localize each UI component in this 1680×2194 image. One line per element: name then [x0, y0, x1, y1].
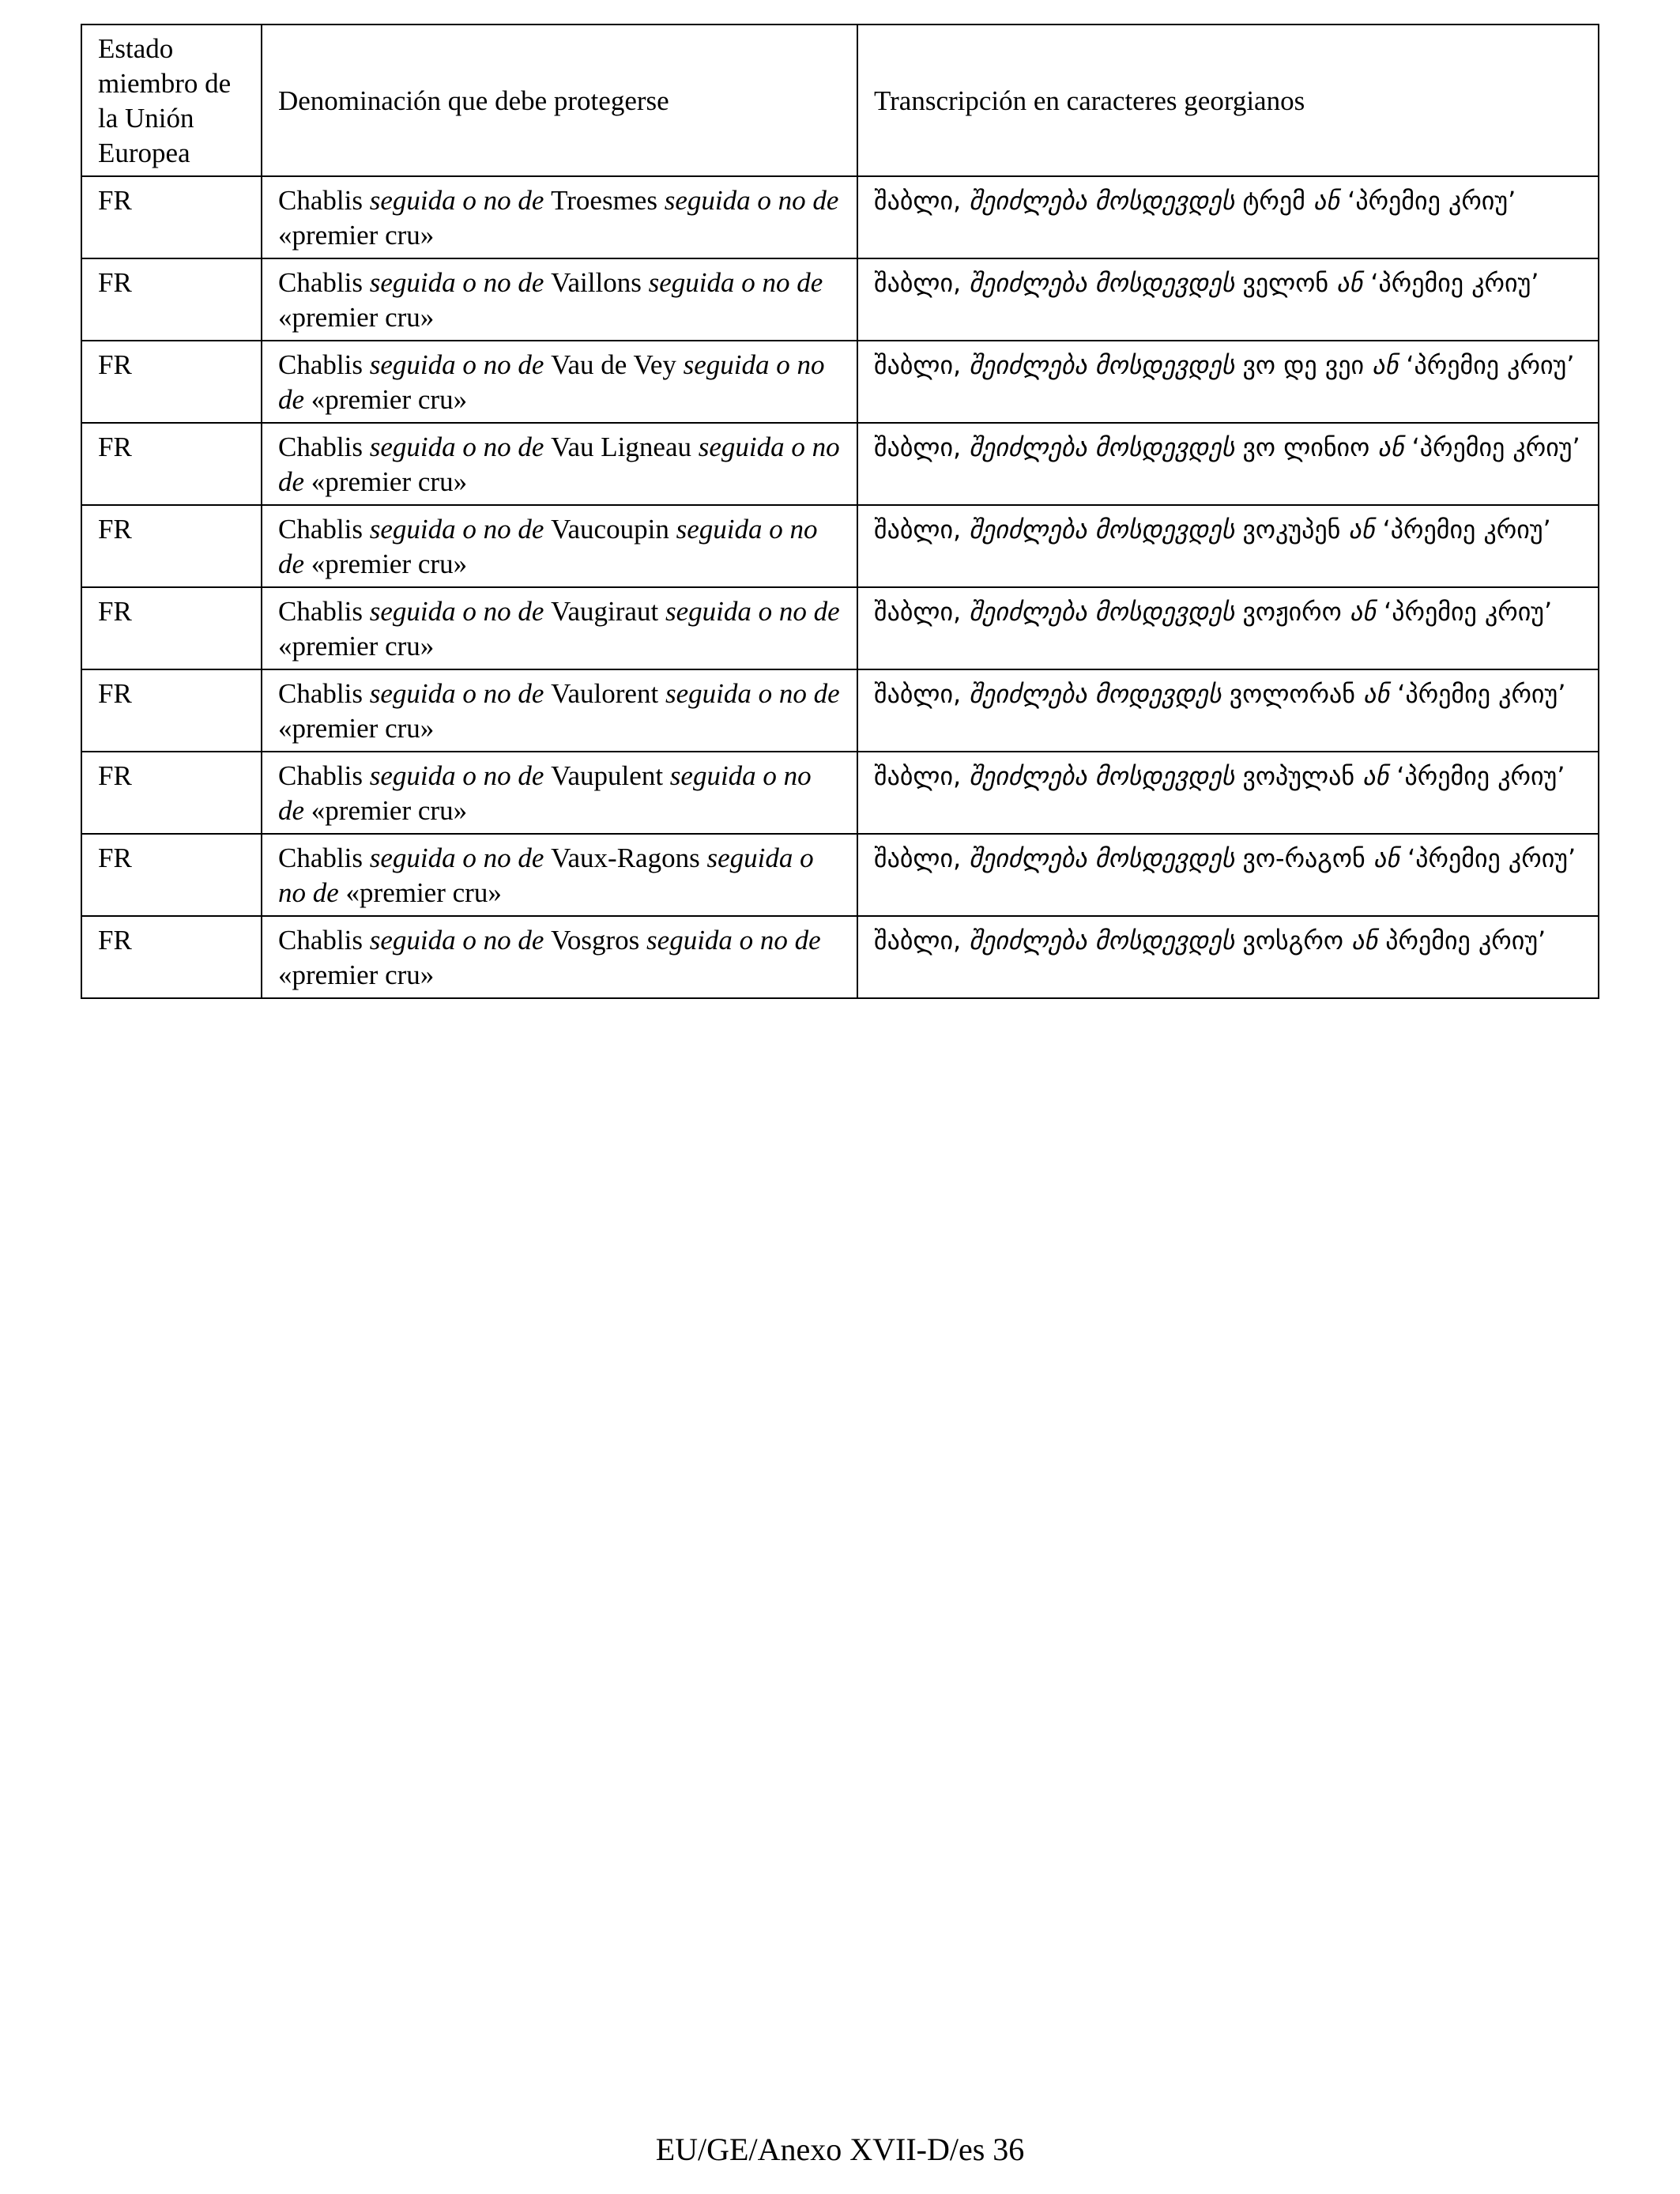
- transcription-or: ან: [1372, 350, 1407, 380]
- transcription-connector: შეიძლება მოდევდეს: [969, 679, 1230, 709]
- member-state-cell: FR: [81, 341, 262, 423]
- transcription-connector: შეიძლება მოსდევდეს: [969, 597, 1243, 627]
- table-body: [81, 176, 1599, 998]
- denomination-place: Vaulorent: [551, 678, 665, 709]
- member-state-cell: FR: [81, 258, 262, 341]
- transcription-base: შაბლი,: [874, 515, 970, 545]
- member-state-cell: FR: [81, 423, 262, 505]
- member-state-cell: FR: [81, 587, 262, 669]
- transcription-suffix: ‘პრემიე კრიუ’: [1407, 843, 1576, 873]
- transcription-base: შაბლი,: [874, 679, 970, 709]
- denomination-cell: [262, 752, 857, 834]
- transcription-or: ან: [1336, 268, 1371, 298]
- transcription-place: ვოლორან: [1229, 679, 1364, 709]
- denomination-base: Chablis: [278, 925, 370, 956]
- denomination-connector: seguida o no de: [369, 267, 552, 298]
- transcription-connector: შეიძლება მოსდევდეს: [969, 186, 1243, 216]
- member-state-cell: FR: [81, 752, 262, 834]
- transcription-suffix: ‘პრემიე კრიუ’: [1396, 761, 1565, 791]
- table-row: [81, 834, 1599, 916]
- denomination-suffix: «premier cru»: [278, 302, 435, 333]
- header-denomination: Denominación que debe protegerse: [262, 25, 857, 176]
- transcription-suffix: ‘პრემიე კრიუ’: [1406, 350, 1575, 380]
- denomination-connector-2: seguida o no de: [646, 925, 821, 956]
- transcription-or: ან: [1362, 761, 1397, 791]
- transcription-place: ველონ: [1242, 268, 1337, 298]
- denominations-table: [81, 24, 1599, 999]
- transcription-cell: [857, 341, 1599, 423]
- denomination-connector-2: seguida o no de: [665, 678, 840, 709]
- denomination-base: Chablis: [278, 760, 370, 791]
- table-header-row: [81, 25, 1599, 176]
- transcription-place: ვო დე ვეი: [1242, 350, 1373, 380]
- transcription-place: ვო ლინიო: [1242, 432, 1378, 462]
- table-row: [81, 176, 1599, 258]
- transcription-or: ან: [1349, 597, 1384, 627]
- denomination-connector-2: seguida o no de: [278, 760, 812, 826]
- transcription-cell: [857, 752, 1599, 834]
- table-row: [81, 505, 1599, 587]
- transcription-connector: შეიძლება მოსდევდეს: [969, 925, 1243, 956]
- transcription-suffix: ‘პრემიე კრიუ’: [1411, 432, 1580, 462]
- transcription-cell: [857, 834, 1599, 916]
- transcription-place: ვოპულან: [1242, 761, 1363, 791]
- transcription-place: ვო-რაგონ: [1242, 843, 1373, 873]
- table-row: [81, 341, 1599, 423]
- denomination-place: Vau Ligneau: [551, 432, 699, 462]
- denomination-suffix: «premier cru»: [311, 548, 468, 579]
- denomination-place: Vaucoupin: [551, 514, 676, 545]
- header-transcription: Transcripción en caracteres georgianos: [857, 25, 1599, 176]
- table-row: [81, 669, 1599, 752]
- table-row: [81, 423, 1599, 505]
- denomination-suffix: «premier cru»: [311, 466, 468, 497]
- transcription-place: ტრემ: [1242, 186, 1314, 216]
- transcription-connector: შეიძლება მოსდევდეს: [969, 515, 1243, 545]
- denomination-place: Vaugiraut: [551, 596, 665, 627]
- denomination-connector: seguida o no de: [369, 760, 552, 791]
- transcription-base: შაბლი,: [874, 925, 970, 956]
- transcription-cell: [857, 423, 1599, 505]
- page-footer: EU/GE/Anexo XVII-D/es 36: [655, 2132, 1025, 2167]
- denomination-connector: seguida o no de: [369, 185, 552, 216]
- transcription-base: შაბლი,: [874, 186, 970, 216]
- denomination-connector: seguida o no de: [369, 349, 552, 380]
- denomination-connector-2: seguida o no de: [278, 843, 814, 908]
- transcription-place: ვოჟირო: [1242, 597, 1350, 627]
- member-state-cell: FR: [81, 916, 262, 998]
- transcription-or: ან: [1373, 843, 1408, 873]
- member-state-cell: FR: [81, 834, 262, 916]
- denomination-base: Chablis: [278, 267, 370, 298]
- member-state-cell: FR: [81, 669, 262, 752]
- denomination-cell: [262, 916, 857, 998]
- denomination-suffix: «premier cru»: [345, 877, 502, 908]
- denomination-base: Chablis: [278, 843, 370, 873]
- transcription-suffix: ‘პრემიე კრიუ’: [1382, 515, 1551, 545]
- denomination-cell: [262, 834, 857, 916]
- denomination-cell: [262, 258, 857, 341]
- denomination-place: Vaupulent: [551, 760, 670, 791]
- transcription-connector: შეიძლება მოსდევდეს: [969, 761, 1243, 791]
- transcription-cell: [857, 916, 1599, 998]
- transcription-suffix: პრემიე კრიუ’: [1385, 925, 1546, 956]
- transcription-place: ვოსგრო: [1242, 925, 1352, 956]
- denomination-suffix: «premier cru»: [278, 959, 435, 990]
- transcription-base: შაბლი,: [874, 350, 970, 380]
- denomination-connector: seguida o no de: [369, 843, 552, 873]
- table-row: [81, 752, 1599, 834]
- denomination-base: Chablis: [278, 596, 370, 627]
- denomination-connector: seguida o no de: [369, 514, 552, 545]
- denomination-place: Vau de Vey: [551, 349, 684, 380]
- header-state: Estado miembro de la Unión Europea: [81, 25, 262, 176]
- denomination-connector-2: seguida o no de: [664, 185, 839, 216]
- transcription-suffix: ‘პრემიე კრიუ’: [1370, 268, 1539, 298]
- denomination-cell: [262, 341, 857, 423]
- member-state-cell: FR: [81, 505, 262, 587]
- table-row: [81, 258, 1599, 341]
- denomination-place: Vaillons: [551, 267, 649, 298]
- transcription-or: ან: [1348, 515, 1383, 545]
- denomination-connector: seguida o no de: [369, 596, 552, 627]
- denomination-suffix: «premier cru»: [311, 795, 468, 826]
- denomination-connector-2: seguida o no de: [665, 596, 840, 627]
- denomination-connector-2: seguida o no de: [278, 514, 818, 579]
- transcription-connector: შეიძლება მოსდევდეს: [969, 350, 1243, 380]
- denomination-connector-2: seguida o no de: [278, 432, 840, 497]
- denomination-base: Chablis: [278, 349, 370, 380]
- denomination-suffix: «premier cru»: [311, 384, 468, 415]
- denomination-base: Chablis: [278, 432, 370, 462]
- denomination-connector: seguida o no de: [369, 432, 552, 462]
- transcription-base: შაბლი,: [874, 432, 970, 462]
- denomination-suffix: «premier cru»: [278, 631, 435, 662]
- transcription-suffix: ‘პრემიე კრიუ’: [1347, 186, 1516, 216]
- denomination-connector-2: seguida o no de: [648, 267, 823, 298]
- denomination-place: Troesmes: [551, 185, 665, 216]
- transcription-base: შაბლი,: [874, 597, 970, 627]
- denomination-suffix: «premier cru»: [278, 220, 435, 251]
- transcription-or: ან: [1313, 186, 1348, 216]
- transcription-cell: [857, 587, 1599, 669]
- transcription-or: ან: [1351, 925, 1386, 956]
- transcription-base: შაბლი,: [874, 843, 970, 873]
- transcription-cell: [857, 669, 1599, 752]
- transcription-cell: [857, 176, 1599, 258]
- member-state-cell: FR: [81, 176, 262, 258]
- denomination-place: Vaux-Ragons: [551, 843, 707, 873]
- denomination-suffix: «premier cru»: [278, 713, 435, 744]
- transcription-connector: შეიძლება მოსდევდეს: [969, 268, 1243, 298]
- denomination-cell: [262, 587, 857, 669]
- transcription-or: ან: [1377, 432, 1412, 462]
- denomination-connector: seguida o no de: [369, 925, 552, 956]
- table-row: [81, 916, 1599, 998]
- denomination-base: Chablis: [278, 678, 370, 709]
- denomination-cell: [262, 669, 857, 752]
- transcription-cell: [857, 258, 1599, 341]
- transcription-suffix: ‘პრემიე კრიუ’: [1397, 679, 1566, 709]
- transcription-connector: შეიძლება მოსდევდეს: [969, 843, 1243, 873]
- denomination-connector-2: seguida o no de: [278, 349, 825, 415]
- transcription-cell: [857, 505, 1599, 587]
- transcription-suffix: ‘პრემიე კრიუ’: [1384, 597, 1553, 627]
- table-row: [81, 587, 1599, 669]
- transcription-or: ან: [1363, 679, 1398, 709]
- denomination-cell: [262, 505, 857, 587]
- denomination-base: Chablis: [278, 514, 370, 545]
- denomination-cell: [262, 176, 857, 258]
- denomination-connector: seguida o no de: [369, 678, 552, 709]
- transcription-base: შაბლი,: [874, 268, 970, 298]
- denomination-base: Chablis: [278, 185, 370, 216]
- denomination-place: Vosgros: [551, 925, 647, 956]
- transcription-place: ვოკუპენ: [1242, 515, 1349, 545]
- transcription-connector: შეიძლება მოსდევდეს: [969, 432, 1243, 462]
- denomination-cell: [262, 423, 857, 505]
- transcription-base: შაბლი,: [874, 761, 970, 791]
